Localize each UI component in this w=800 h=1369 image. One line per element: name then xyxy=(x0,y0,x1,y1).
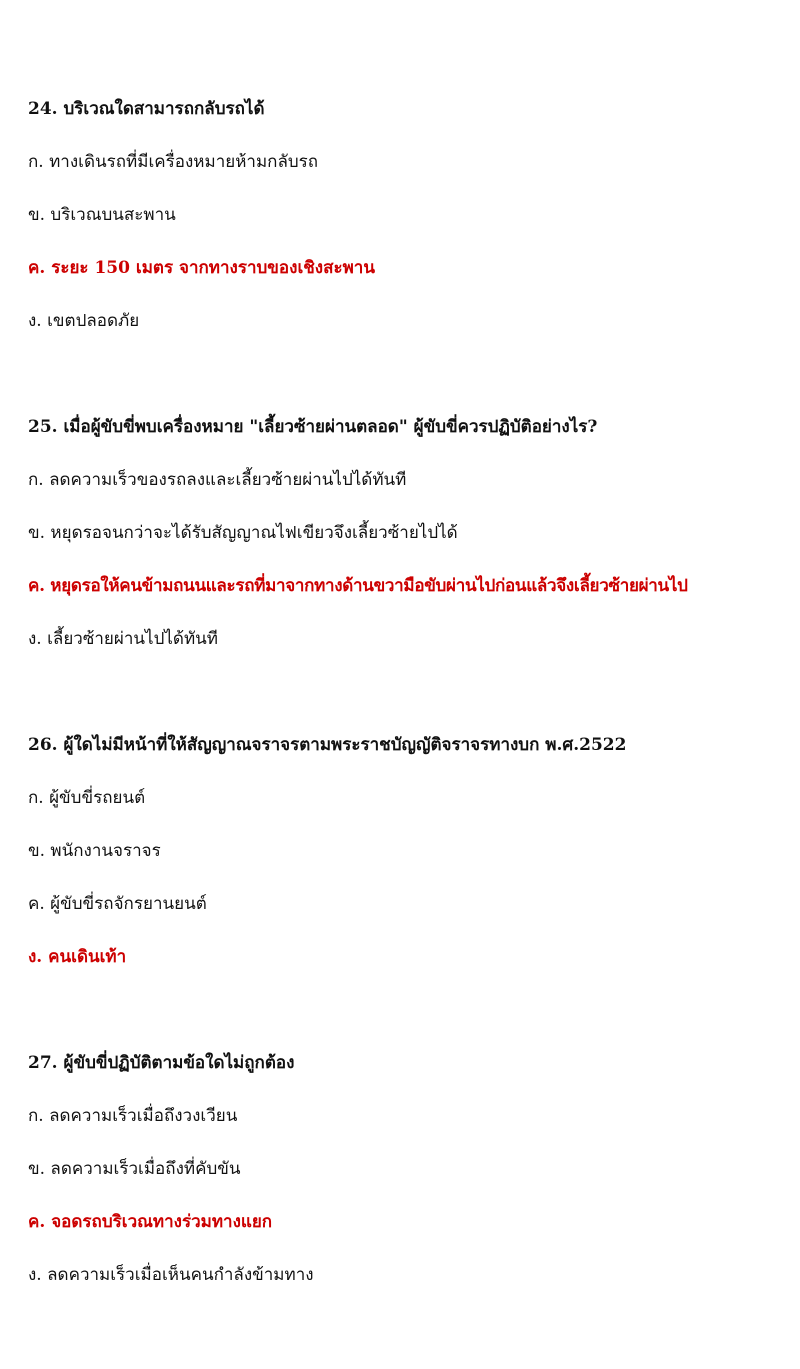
option-text: ง. เลี้ยวซ้ายผ่านไปได้ทันที xyxy=(28,629,218,649)
question-text: 27. ผู้ขับขี่ปฏิบัติตามข้อใดไม่ถูกต้อง xyxy=(28,1053,295,1073)
option-text: ข. หยุดรอจนกว่าจะได้รับสัญญาณไฟเขียวจึงเลี้ยวซ้ายไปได้ xyxy=(28,523,458,543)
option-text: ค. ผู้ขับขี่รถจักรยานยนต์ xyxy=(28,894,207,914)
option-text: ข. พนักงานจราจร xyxy=(28,841,161,861)
option-text: ก. ทางเดินรถที่มีเครื่องหมายห้ามกลับรถ xyxy=(28,152,319,172)
correct-answer: ง. คนเดินเท้า xyxy=(28,947,127,967)
correct-answer: ค. หยุดรอให้คนข้ามถนนและรถที่มาจากทางด้านขวามือขับผ่านไปก่อนแล้วจึงเลี้ยวซ้ายผ่านไป xyxy=(28,576,688,596)
option-text: ง. เขตปลอดภัย xyxy=(28,311,140,331)
option-text: ข. บริเวณบนสะพาน xyxy=(28,205,176,225)
correct-answer: ค. ระยะ 150 เมตร จากทางราบของเชิงสะพาน xyxy=(28,258,375,278)
option-text: ก. ลดความเร็วเมื่อถึงวงเวียน xyxy=(28,1106,238,1126)
question-text: 25. เมื่อผู้ขับขี่พบเครื่องหมาย "เลี้ยวซ้ายผ่านตลอด" ผู้ขับขี่ควรปฏิบัติอย่างไร? xyxy=(28,417,598,437)
option-text: ก. ลดความเร็วของรถลงและเลี้ยวซ้ายผ่านไปได้ทันที xyxy=(28,470,407,490)
option-text: ง. ลดความเร็วเมื่อเห็นคนกำลังข้ามทาง xyxy=(28,1265,314,1285)
question-text: 26. ผู้ใดไม่มีหน้าที่ให้สัญญาณจราจรตามพระราชบัญญัติจราจรทางบก พ.ศ.2522 xyxy=(28,735,627,755)
option-text: ก. ผู้ขับขี่รถยนต์ xyxy=(28,788,146,808)
correct-answer: ค. จอดรถบริเวณทางร่วมทางแยก xyxy=(28,1212,273,1232)
option-text: ข. ลดความเร็วเมื่อถึงที่คับขัน xyxy=(28,1159,241,1179)
question-text: 24. บริเวณใดสามารถกลับรถได้ xyxy=(28,99,265,119)
